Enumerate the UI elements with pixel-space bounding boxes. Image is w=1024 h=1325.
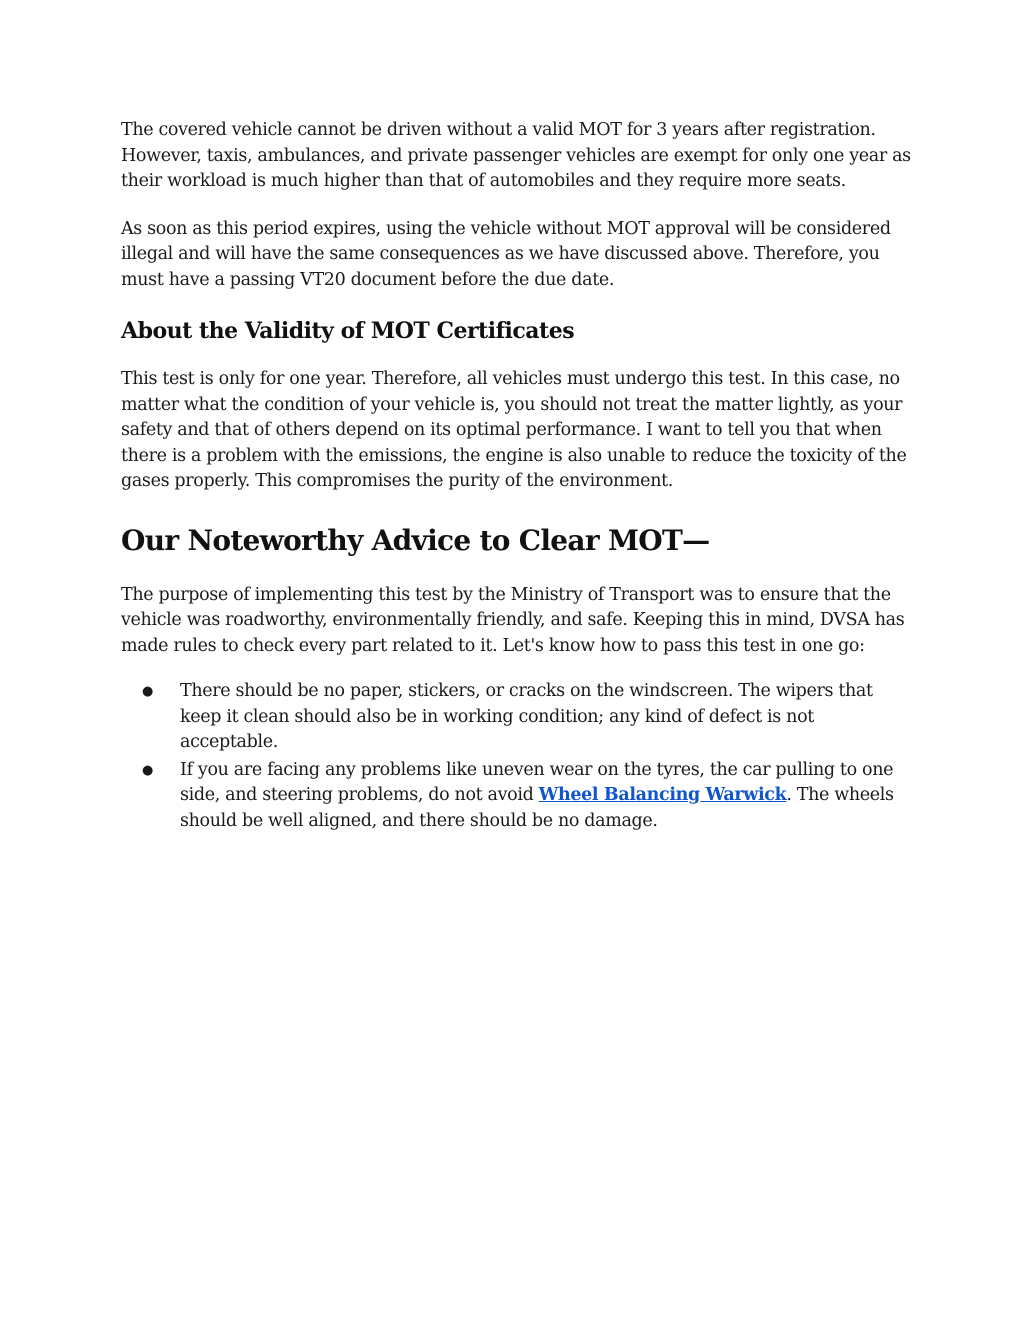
list-item (121, 679, 911, 756)
paragraph-mot-validity-period: The covered vehicle cannot be driven without a valid MOT for 3 years after registration. However, taxis, ambulances, and private passenger vehicles are exempt for only one year as their workload is much higher than that of automobiles and they require more seats. (121, 120, 911, 191)
paragraph-expiry-consequences: As soon as this period expires, using the vehicle without MOT approval will be considered illegal and will have the same consequences as we have discussed above. Therefore, you must have a passing VT20 document before the due date. (121, 218, 891, 290)
heading-advice-clear-mot: Our Noteworthy Advice to Clear MOT— (121, 523, 710, 557)
bullet-icon: ● (142, 684, 153, 699)
advice-list (121, 679, 911, 834)
document-body (121, 118, 911, 836)
list-item-text-before-link: If you are facing any problems like uneven wear on the tyres, the car pulling to one side, and steering problems, do not avoid (180, 759, 894, 805)
list-item-text: There should be no paper, stickers, or cracks on the windscreen. The wipers that keep it clean should also be in working condition; any kind of defect is not acceptable. (180, 681, 873, 752)
list-item (121, 758, 911, 835)
heading-validity-of-mot: About the Validity of MOT Certificates (121, 318, 575, 344)
paragraph-purpose-of-test: The purpose of implementing this test by the Ministry of Transport was to ensure that the vehicle was roadworthy, environmentally friendly, and safe. Keeping this in mind, DVSA has made rules to check every part related to it. Let's know how to pass this test in one go: (121, 584, 905, 656)
paragraph-validity-details: This test is only for one year. Therefore, all vehicles must undergo this test. In this case, no matter what the condition of your vehicle is, you should not treat the matter lightly, as your safety and that of others depend on its optimal performance. I want to tell you that when there is a problem with the emissions, the engine is also unable to reduce the toxicity of the gases properly. This compromises the purity of the environment. (121, 369, 907, 491)
wheel-balancing-warwick-link[interactable]: Wheel Balancing Warwick (538, 785, 787, 805)
list-item-text-after-link: . The wheels should be well aligned, and there should be no damage. (180, 785, 894, 831)
bullet-icon: ● (142, 762, 153, 778)
